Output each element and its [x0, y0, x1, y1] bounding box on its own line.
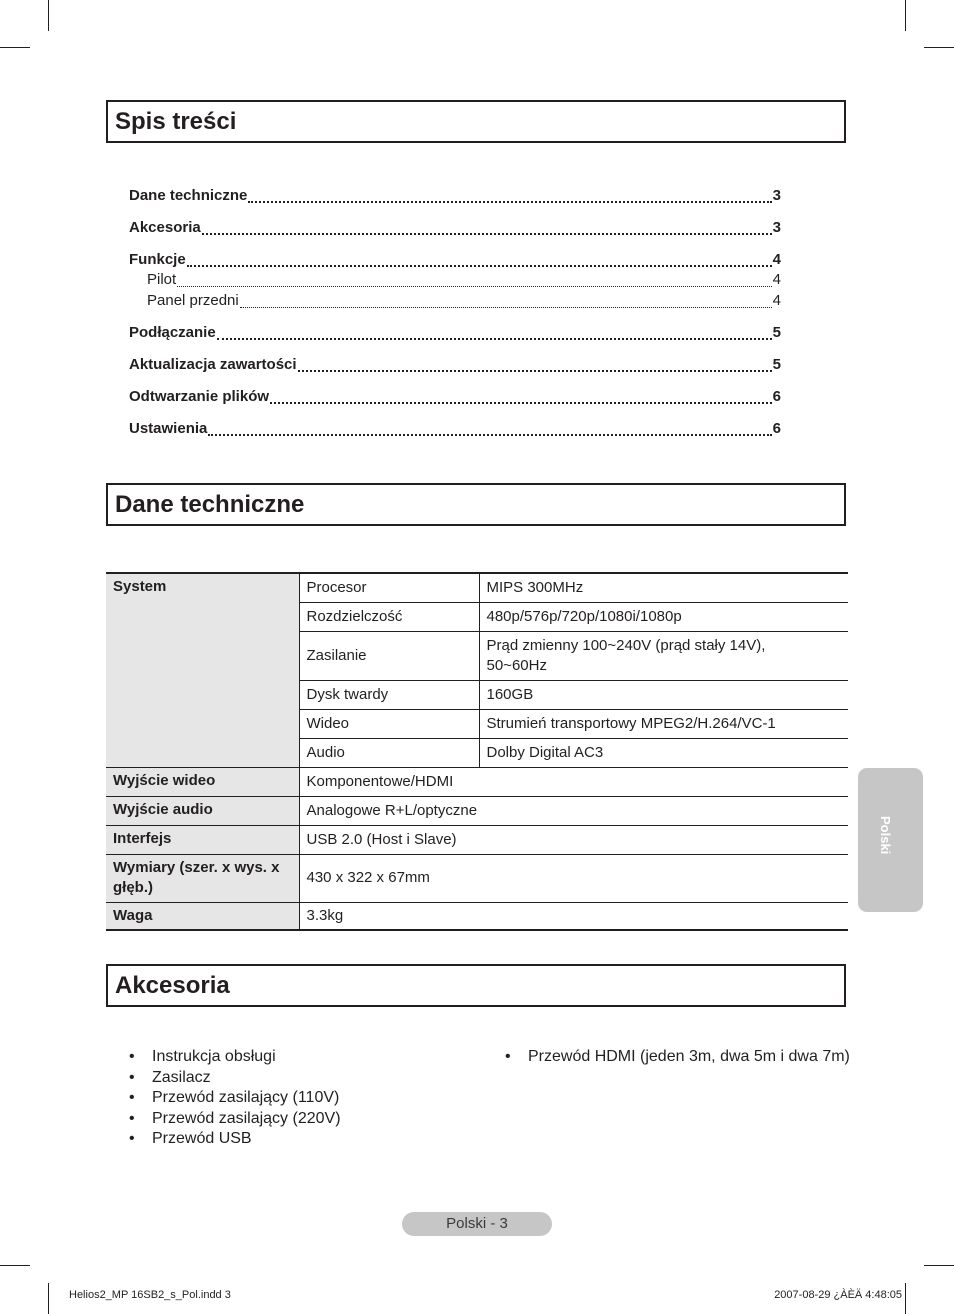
spec-label: Wyjście audio	[106, 796, 299, 825]
toc-entry[interactable]	[129, 356, 781, 374]
toc-entry-page: 4	[772, 251, 781, 268]
specs-table	[106, 572, 848, 931]
toc-entry-page: 6	[772, 420, 781, 437]
toc-leader	[248, 197, 771, 203]
table-row	[106, 902, 848, 930]
language-tab-label: Polski	[878, 816, 893, 855]
toc-entry-label: Odtwarzanie plików	[129, 388, 270, 405]
language-side-tab	[858, 768, 923, 912]
table-row	[106, 854, 848, 902]
spec-value: 3.3kg	[299, 902, 848, 930]
toc-entry-label: Pilot	[147, 271, 177, 288]
footer-timestamp: 2007-08-29 ¿ÀÈÄ 4:48:05	[774, 1289, 902, 1301]
accessories-list-right	[505, 1047, 850, 1068]
accessories-list-left	[129, 1047, 341, 1150]
toc-entry-page: 3	[772, 187, 781, 204]
toc-subentry[interactable]	[147, 292, 781, 310]
toc-entry-label: Akcesoria	[129, 219, 201, 236]
spec-value: Strumień transportowy MPEG2/H.264/VC-1	[479, 709, 848, 738]
toc-entry[interactable]	[129, 251, 781, 269]
list-item: • Przewód zasilający (110V)	[129, 1088, 341, 1109]
spec-subname: Audio	[299, 738, 479, 767]
toc-entry-label: Panel przedni	[147, 292, 239, 309]
toc-entry-page: 4	[772, 292, 781, 309]
list-item: • Przewód USB	[129, 1129, 341, 1150]
toc-entry-page: 6	[772, 388, 781, 405]
toc-entry-page: 3	[772, 219, 781, 236]
page-number: Polski - 3	[402, 1212, 552, 1236]
spec-value: Dolby Digital AC3	[479, 738, 848, 767]
accessories-title: Akcesoria	[115, 972, 230, 999]
crop-mark	[905, 0, 906, 31]
crop-mark	[48, 0, 49, 31]
specs-title: Dane techniczne	[115, 491, 305, 518]
spec-subname: Procesor	[299, 573, 479, 602]
spec-label: Interfejs	[106, 825, 299, 854]
toc-entry[interactable]	[129, 324, 781, 342]
crop-mark	[905, 1283, 906, 1314]
table-row	[106, 825, 848, 854]
toc-entry-page: 5	[772, 356, 781, 373]
list-item: • Zasilacz	[129, 1068, 341, 1089]
toc-leader	[270, 398, 772, 404]
crop-mark	[924, 47, 954, 48]
crop-mark	[0, 1265, 30, 1266]
toc-entry[interactable]	[129, 219, 781, 237]
spec-value: USB 2.0 (Host i Slave)	[299, 825, 848, 854]
toc-leader	[217, 334, 772, 340]
spec-label: Wyjście wideo	[106, 767, 299, 796]
crop-mark	[48, 1283, 49, 1314]
toc-leader	[202, 229, 772, 235]
spec-label-system: System	[106, 573, 299, 767]
spec-value: Komponentowe/HDMI	[299, 767, 848, 796]
spec-label: Wymiary (szer. x wys. x głęb.)	[106, 854, 299, 902]
toc-subentry[interactable]	[147, 271, 781, 289]
footer-file-info: Helios2_MP 16SB2_s_Pol.indd 3	[69, 1289, 231, 1301]
toc-entry-page: 4	[772, 271, 781, 288]
toc-leader	[177, 282, 771, 287]
toc-header-box	[106, 100, 846, 143]
toc-leader	[208, 430, 771, 436]
crop-mark	[0, 47, 30, 48]
spec-value: 480p/576p/720p/1080i/1080p	[479, 602, 848, 631]
toc-title: Spis treści	[115, 108, 237, 135]
toc-entry[interactable]	[129, 187, 781, 205]
specs-header-box	[106, 483, 846, 526]
spec-subname: Wideo	[299, 709, 479, 738]
spec-value: Prąd zmienny 100~240V (prąd stały 14V), 50~60Hz	[479, 631, 848, 680]
spec-label: Waga	[106, 902, 299, 930]
spec-value: MIPS 300MHz	[479, 573, 848, 602]
toc-leader	[240, 303, 772, 308]
toc-entry-label: Funkcje	[129, 251, 186, 268]
toc-entry-page: 5	[772, 324, 781, 341]
spec-value: 160GB	[479, 680, 848, 709]
toc-entry-label: Podłączanie	[129, 324, 216, 341]
toc-leader	[298, 366, 772, 372]
toc-leader	[187, 261, 772, 267]
toc-entry-label: Ustawienia	[129, 420, 208, 437]
spec-subname: Zasilanie	[299, 631, 479, 680]
accessories-header-box	[106, 964, 846, 1007]
table-row	[106, 767, 848, 796]
spec-value: 430 x 322 x 67mm	[299, 854, 848, 902]
list-item: • Przewód zasilający (220V)	[129, 1109, 341, 1130]
table-row	[106, 573, 848, 602]
list-item: • Instrukcja obsługi	[129, 1047, 341, 1068]
toc-entry[interactable]	[129, 420, 781, 438]
list-item: • Przewód HDMI (jeden 3m, dwa 5m i dwa 7m)	[505, 1047, 850, 1068]
spec-subname: Rozdzielczość	[299, 602, 479, 631]
spec-subname: Dysk twardy	[299, 680, 479, 709]
crop-mark	[924, 1265, 954, 1266]
table-row	[106, 796, 848, 825]
toc-entry[interactable]	[129, 388, 781, 406]
toc-entry-label: Aktualizacja zawartości	[129, 356, 297, 373]
spec-value: Analogowe R+L/optyczne	[299, 796, 848, 825]
toc-entry-label: Dane techniczne	[129, 187, 248, 204]
